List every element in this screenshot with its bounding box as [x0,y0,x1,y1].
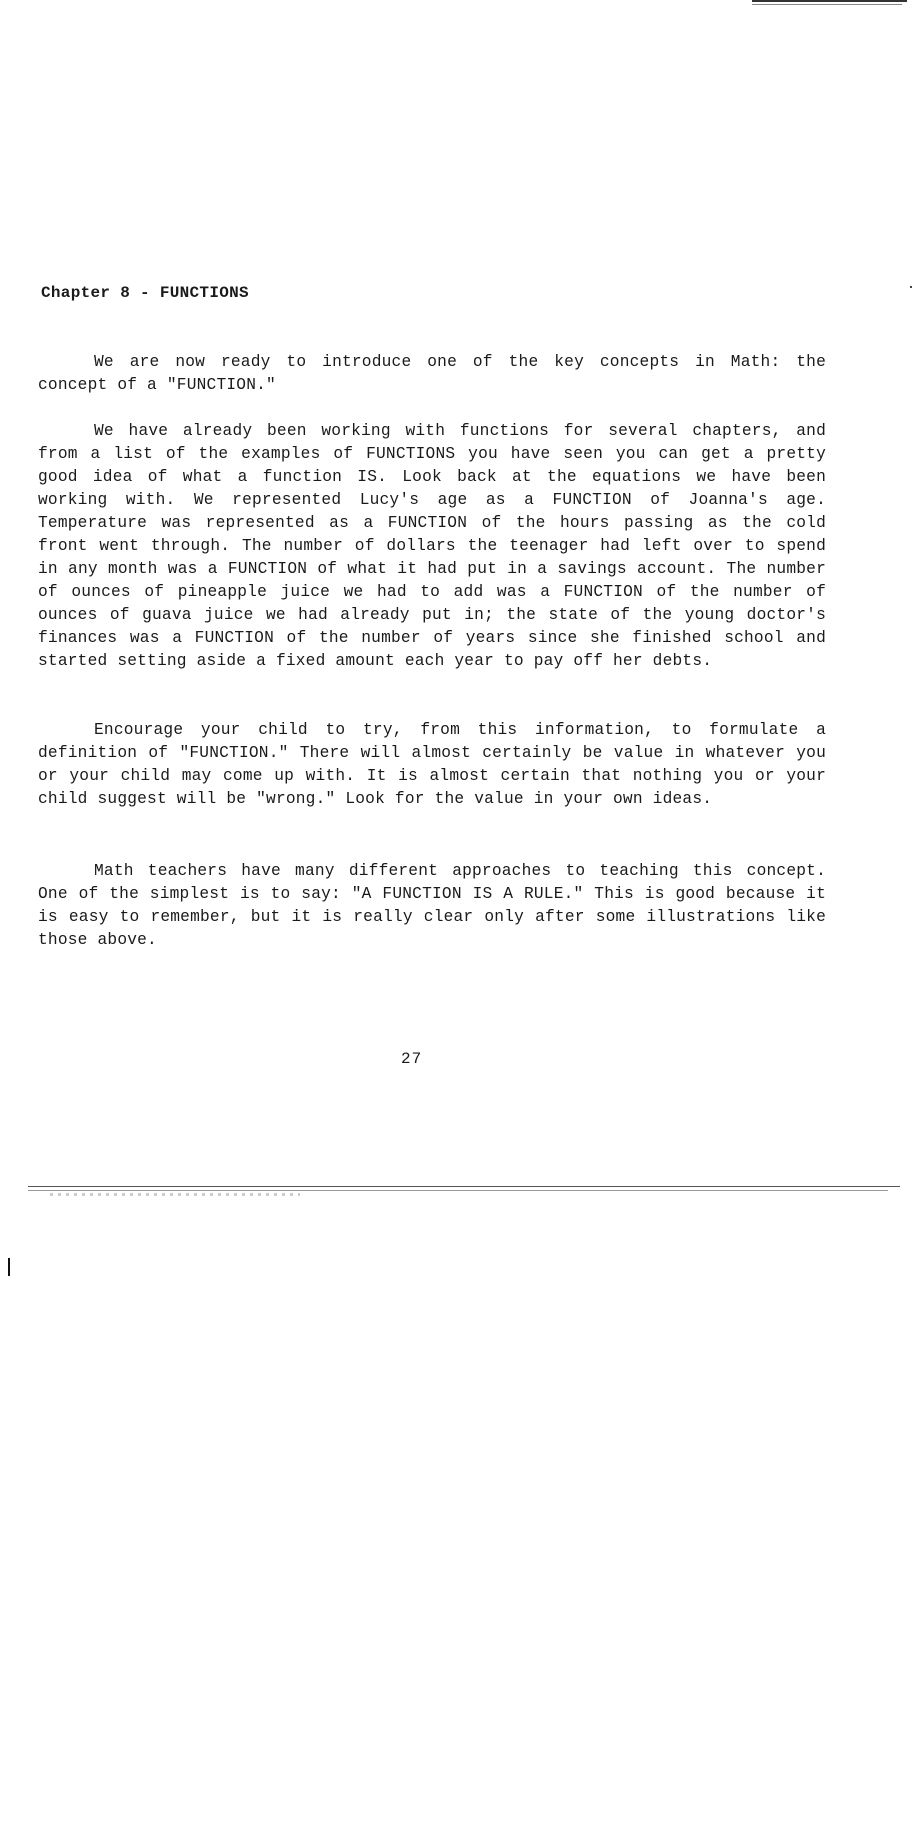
scan-noise [50,1193,300,1196]
paragraph-intro: We are now ready to introduce one of the key concepts in Math: the concept of a "FUNCTION." [38,353,826,394]
scan-edge-line-secondary [752,4,902,5]
chapter-heading: Chapter 8 - FUNCTIONS [41,284,249,302]
margin-mark [8,1258,10,1276]
paragraph-examples: We have already been working with functions for several chapters, and from a list of the examples of FUNCTIONS you have seen you can get a pretty good idea of what a function IS. Look back at the equations we have been working with. We represented Lucy's age as a FUNCTION of Joanna's age. Temperature was represented as a FUNCTION of the hours passing as the cold front went through. The number of dollars the teenager had left over to spend in any month was a FUNCTION of what it had put in a savings account. The number of ounces of pineapple juice we had to add was a FUNCTION of the number of ounces of guava juice we had already put in; the state of the young doctor's finances was a FUNCTION of the number of years since she finished school and started setting aside a fixed amount each year to pay off her debts. [38,422,826,670]
page-bottom-rule [28,1186,900,1187]
paragraph-approaches: Math teachers have many different approaches to teaching this concept. One of the simplest is to say: "A FUNCTION IS A RULE." This is good because it is easy to remember, but it is really clear only after some illustrations like those above. [38,862,826,949]
scan-speck [910,286,912,288]
scan-edge-line [752,0,907,2]
paragraph-encourage: Encourage your child to try, from this information, to formulate a definition of "FUNCTION." There will almost certainly be value in whatever you or your child may come up with. It is almost certain that nothing you or your child suggest will be "wrong." Look for the value in your own ideas. [38,721,826,808]
page-number: 27 [401,1050,423,1068]
page-bottom-rule-secondary [28,1190,888,1191]
